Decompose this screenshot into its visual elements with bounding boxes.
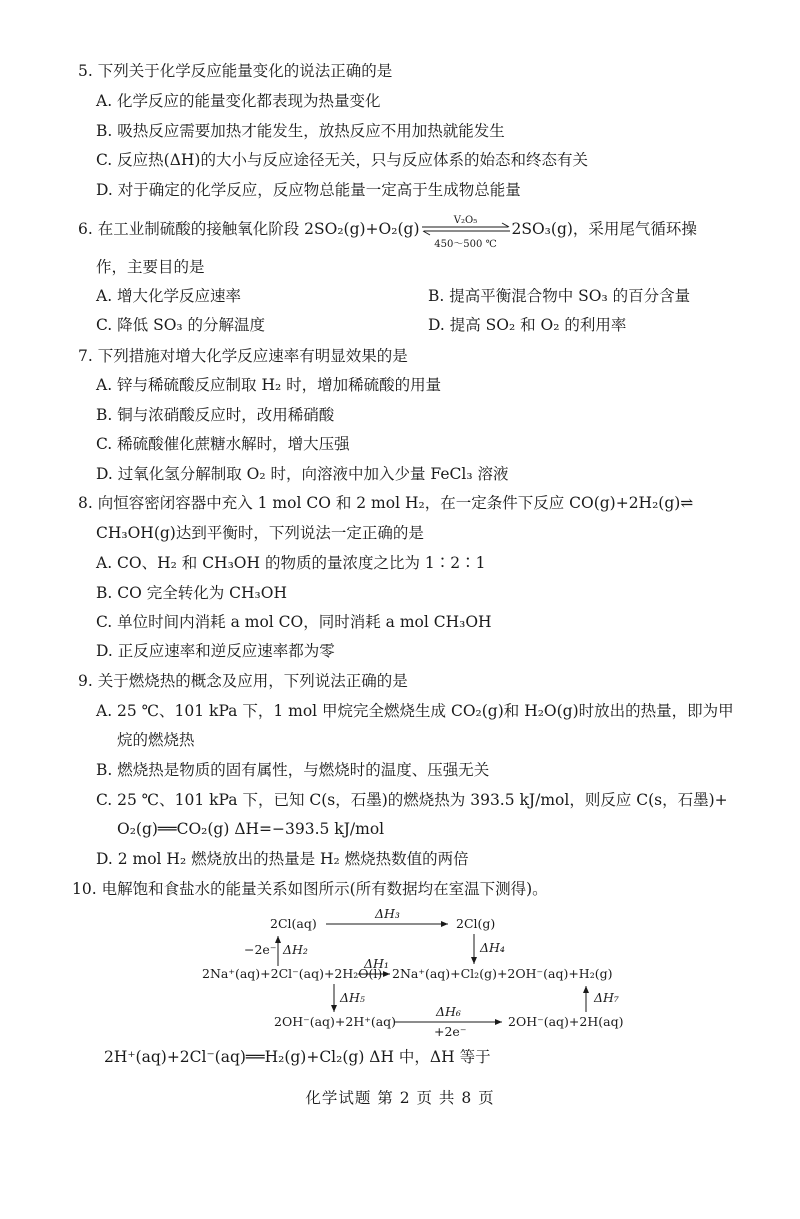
energy-cycle-diagram: [202, 906, 650, 1039]
label-plus-2e: +2e⁻: [434, 1024, 467, 1039]
q6-option-b: B. 提高平衡混合物中 SO₃ 的百分含量: [428, 287, 691, 305]
q7-option-c: C. 稀硫酸催化蔗糖水解时，增大压强: [96, 435, 350, 453]
label-dh4: ΔH₄: [480, 940, 505, 955]
q6-catalyst: V₂O₅: [453, 215, 478, 226]
q5-option-b: B. 吸热反应需要加热才能发生，放热反应不用加热就能发生: [96, 122, 505, 140]
label-dh5: ΔH₅: [340, 990, 365, 1005]
q5-stem: 5. 下列关于化学反应能量变化的说法正确的是: [78, 62, 393, 80]
q9-option-c-line2: O₂(g)══CO₂(g) ΔH=−393.5 kJ/mol: [117, 820, 385, 838]
label-dh3: ΔH₃: [375, 906, 400, 921]
q6-stem-end: 2SO₃(g)，采用尾气循环操: [511, 220, 697, 238]
q6-stem-line2: 作，主要目的是: [96, 258, 205, 276]
q7-option-a: A. 锌与稀硫酸反应制取 H₂ 时，增加稀硫酸的用量: [96, 376, 442, 394]
diagram-bottom-right: 2OH⁻(aq)+2H(aq): [508, 1014, 624, 1029]
q9-option-c-line1: C. 25 ℃、101 kPa 下，已知 C(s，石墨)的燃烧热为 393.5 kJ/mol，则反应 C(s，石墨)+: [96, 791, 728, 809]
q9-stem: 9. 关于燃烧热的概念及应用，下列说法正确的是: [78, 672, 408, 690]
diagram-middle-left: 2Na⁺(aq)+2Cl⁻(aq)+2H₂O(l): [202, 966, 383, 981]
label-minus-2e: −2e⁻: [244, 942, 277, 957]
label-dh2: ΔH₂: [283, 942, 308, 957]
diagram-top-left: 2Cl(aq): [270, 916, 317, 931]
q8-option-b: B. CO 完全转化为 CH₃OH: [96, 584, 287, 602]
q8-option-d: D. 正反应速率和逆反应速率都为零: [96, 642, 335, 660]
q7-option-b: B. 铜与浓硝酸反应时，改用稀硝酸: [96, 406, 335, 424]
q6-stem-line1: [78, 215, 697, 250]
q6-option-d: D. 提高 SO₂ 和 O₂ 的利用率: [428, 316, 627, 334]
q9-option-b: B. 燃烧热是物质的固有属性，与燃烧时的温度、压强无关: [96, 761, 490, 779]
label-dh6: ΔH₆: [436, 1004, 461, 1019]
q7-option-d: D. 过氧化氢分解制取 O₂ 时，向溶液中加入少量 FeCl₃ 溶液: [96, 465, 509, 483]
q6-option-c: C. 降低 SO₃ 的分解温度: [96, 316, 266, 334]
q5-option-c: C. 反应热(ΔH)的大小与反应途径无关，只与反应体系的始态和终态有关: [96, 151, 588, 169]
q5-option-a: A. 化学反应的能量变化都表现为热量变化: [96, 92, 381, 110]
q8-stem-line2: CH₃OH(g)达到平衡时，下列说法一定正确的是: [96, 524, 424, 542]
q6-reaction-arrow: [420, 215, 512, 250]
q8-stem-line1: 8. 向恒容密闭容器中充入 1 mol CO 和 2 mol H₂，在一定条件下反应 CO(g)+2H₂(g)⇌: [78, 494, 694, 512]
page-footer: 化学试题 第 2 页 共 8 页: [305, 1089, 495, 1107]
q9-option-d: D. 2 mol H₂ 燃烧放出的热量是 H₂ 燃烧热数值的两倍: [96, 850, 469, 868]
label-dh7: ΔH₇: [594, 990, 619, 1005]
q7-stem: 7. 下列措施对增大化学反应速率有明显效果的是: [78, 347, 408, 365]
diagram-middle-right: 2Na⁺(aq)+Cl₂(g)+2OH⁻(aq)+H₂(g): [392, 966, 613, 981]
q5-option-d: D. 对于确定的化学反应，反应物总能量一定高于生成物总能量: [96, 181, 521, 199]
diagram-top-right: 2Cl(g): [456, 916, 496, 931]
q6-condition: 450～500 ℃: [434, 239, 497, 250]
q6-option-a: A. 增大化学反应速率: [96, 287, 242, 305]
q8-option-a: A. CO、H₂ 和 CH₃OH 的物质的量浓度之比为 1∶2∶1: [96, 554, 486, 572]
q9-option-a-line2: 烷的燃烧热: [117, 731, 195, 749]
q10-stem: 10. 电解饱和食盐水的能量关系如图所示(所有数据均在室温下测得)。: [72, 880, 548, 898]
label-dh1: ΔH₁: [364, 956, 389, 971]
q10-tail: 2H⁺(aq)+2Cl⁻(aq)══H₂(g)+Cl₂(g) ΔH 中，ΔH 等于: [104, 1048, 491, 1066]
q8-option-c: C. 单位时间内消耗 a mol CO，同时消耗 a mol CH₃OH: [96, 613, 492, 631]
diagram-bottom-left: 2OH⁻(aq)+2H⁺(aq): [274, 1014, 397, 1029]
q6-stem-start: 6. 在工业制硫酸的接触氧化阶段 2SO₂(g)+O₂(g): [78, 220, 420, 238]
q9-option-a-line1: A. 25 ℃、101 kPa 下，1 mol 甲烷完全燃烧生成 CO₂(g)和 H₂O(g)时放出的热量，即为甲: [96, 702, 734, 720]
